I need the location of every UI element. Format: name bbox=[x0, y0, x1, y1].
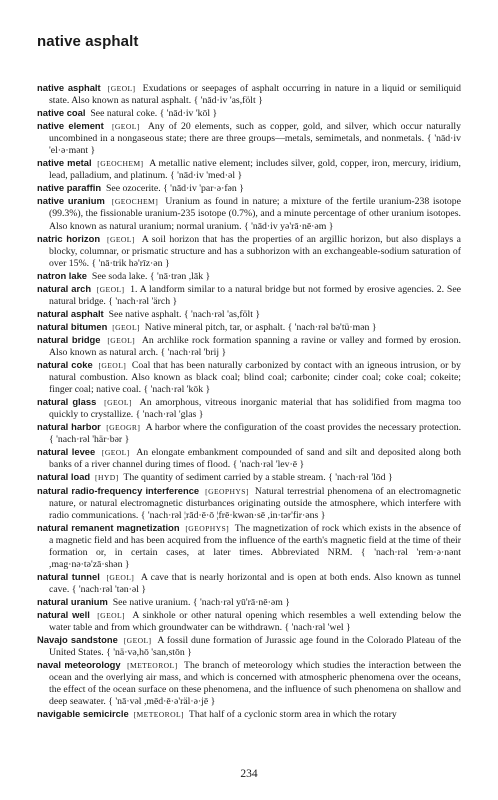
dictionary-entry bbox=[37, 82, 461, 107]
entry-headword: naval meteorology bbox=[37, 659, 121, 671]
entry-headword: natural coke bbox=[37, 359, 93, 371]
dictionary-entry bbox=[37, 321, 461, 334]
entry-definition: See native asphalt. { 'nach·rəl 'as,fölt } bbox=[108, 308, 261, 320]
dictionary-entry bbox=[37, 233, 461, 270]
entry-headword: native paraffin bbox=[37, 182, 102, 194]
entry-definition: A sinkhole or other natural opening which resembles a well extending below the water table and from which groundwater can be withdrawn. { 'nach·rəl 'wel } bbox=[49, 609, 462, 634]
entry-headword: natural bridge bbox=[37, 333, 101, 345]
page-number: 234 bbox=[240, 768, 258, 780]
entry-headword: natric horizon bbox=[37, 232, 101, 244]
entry-definition: A fossil dune formation of Jurassic age found in the Colorado Plateau of the United States. { 'nä·və,hō 'san,stōn } bbox=[49, 635, 462, 659]
entry-headword: natural bitumen bbox=[37, 320, 108, 332]
entry-definition: Coal that has been naturally carbonized by contact with an igneous intrusion, or by natural combustion. Also known as black coal; blind coal; carbonite; cinder coal; coke coal; cokeite; finger coal; native coal. { 'nach·rəl 'kōk } bbox=[49, 360, 461, 396]
entry-headword: natural radio-frequency interference bbox=[37, 484, 200, 496]
entry-definition: A soil horizon that has the properties of an argillic horizon, but also displays a blocky, columnar, or prismatic structure and has a subhorizon with an exchangeable-sodium saturation of over 15%. { 'nā·trik hə'rīz·ən } bbox=[49, 233, 462, 269]
dictionary-entry bbox=[37, 359, 461, 396]
entry-headword: natron lake bbox=[37, 269, 88, 281]
dictionary-entry bbox=[37, 446, 461, 471]
entry-definition: See native uranium. { 'nach·rəl yū'rā·nē·əm } bbox=[112, 596, 290, 608]
entry-definition: The magnetization of rock which exists in the absence of a magnetic field and has been acquired from the influence of the earth's magnetic field at the time of their formation or, in certain cases, at later times. Abbreviated NRM. { 'nach·rəl 'rem·ə·nənt ,mag·nə·tə'zā·shən } bbox=[49, 522, 462, 570]
entry-definition: 1. A landform similar to a natural bridge but not formed by erosive agencies. 2. See natural bridge. { 'nach·rəl 'ärch } bbox=[49, 283, 461, 307]
entry-headword: natural glass bbox=[37, 396, 97, 408]
entry-headword: natural load bbox=[37, 471, 91, 483]
entry-field-label: [GEOL] bbox=[107, 84, 136, 93]
entry-headword: native asphalt bbox=[37, 82, 101, 93]
entry-headword: natural arch bbox=[37, 282, 92, 294]
entry-field-label: [GEOL] bbox=[106, 572, 135, 582]
entry-headword: navigable semicircle bbox=[37, 708, 129, 720]
entry-field-label: [GEOPHYS] bbox=[185, 523, 230, 533]
dictionary-entry bbox=[37, 308, 461, 321]
entry-definition: An elongate embankment compounded of sand and silt and deposited along both banks of a river channel during times of flood. { 'nach·rəl 'lev·ē } bbox=[49, 447, 462, 471]
entry-headword: native metal bbox=[37, 157, 92, 169]
entry-definition: Native mineral pitch, tar, or asphalt. { 'nach·rəl bə'tü·mən } bbox=[144, 321, 377, 333]
entry-field-label: [GEOL] bbox=[111, 122, 140, 132]
entry-field-label: [GEOL] bbox=[96, 284, 125, 294]
dictionary-entry bbox=[37, 659, 461, 708]
dictionary-entry bbox=[37, 120, 461, 157]
entry-headword: native element bbox=[37, 120, 104, 132]
dictionary-entry bbox=[37, 609, 461, 634]
entry-field-label: [GEOCHEM] bbox=[97, 159, 144, 169]
dictionary-entry bbox=[37, 283, 461, 308]
entry-headword: native coal bbox=[37, 107, 86, 119]
entry-definition: A harbor where the configuration of the coast provides the necessary protection. { 'nach·rəl 'här·bər } bbox=[49, 422, 462, 446]
entry-field-label: [GEOL] bbox=[98, 361, 127, 371]
entry-field-label: [GEOL] bbox=[112, 322, 140, 332]
entry-field-label: [GEOL] bbox=[107, 335, 136, 345]
entry-field-label: [METEOROL] bbox=[133, 710, 184, 720]
entry-definition: Uranium as found in nature; a mixture of the fertile uranium-238 isotope (99.3%), the fissionable uranium-235 isotope (0.7%), and a minute percentage of other uranium isotopes. Also known as natural uranium; normal uranium. { 'nād·iv yə'rā·nē·əm } bbox=[49, 196, 462, 232]
dictionary-entry bbox=[37, 596, 461, 609]
running-head: native asphalt bbox=[37, 33, 139, 50]
entry-headword: natural uranium bbox=[37, 595, 108, 607]
dictionary-entry bbox=[37, 485, 461, 522]
dictionary-entry bbox=[37, 471, 461, 484]
entry-field-label: [GEOL] bbox=[104, 398, 132, 408]
dictionary-entry bbox=[37, 270, 461, 283]
entry-definition: An archlike rock formation spanning a ravine or valley and formed by erosion. Also known as natural arch. { 'nach·rəl 'brij } bbox=[49, 334, 461, 358]
entry-definition: The branch of meteorology which studies the interaction between the ocean and the overlying air mass, and which is concerned with atmospheric phenomena over the oceans, the effect of the ocean surface on these phenomena, and the influence of such phenomena on shallow and deep seawater. { 'nā·vəl ,mēd·ē·ə'räl·ə·jē } bbox=[49, 660, 462, 708]
dictionary-entry bbox=[37, 107, 461, 120]
entry-field-label: [GEOPHYS] bbox=[205, 486, 249, 496]
entry-field-label: [METEOROL] bbox=[127, 661, 178, 671]
entry-definition: The quantity of sediment carried by a stable stream. { 'nach·rəl 'lōd } bbox=[123, 472, 393, 484]
entry-definition: Natural terrestrial phenomena of an electromagnetic nature, or natural electromagnetic disturbances originating outside the atmosphere, which interfere with radio communications. { 'nach·rəl ¦rād·ē·ō ¦frē·kwən·sē ,in·tər'fir·əns } bbox=[49, 485, 461, 521]
entry-definition: See natural coke. { 'nād·iv 'kōl } bbox=[90, 108, 218, 120]
entry-definition: A cave that is nearly horizontal and is open at both ends. Also known as tunnel cave. { 'nach·rəl 'tən·əl } bbox=[49, 571, 461, 595]
entry-field-label: [GEOL] bbox=[123, 636, 152, 646]
entry-headword: natural remanent magnetization bbox=[37, 521, 180, 533]
dictionary-entry bbox=[37, 421, 461, 446]
dictionary-entry bbox=[37, 396, 461, 421]
dictionary-entry bbox=[37, 522, 461, 571]
entry-field-label: [GEOL] bbox=[97, 610, 125, 620]
entry-headword: natural levee bbox=[37, 446, 96, 458]
dictionary-entry bbox=[37, 571, 461, 596]
dictionary-entry bbox=[37, 195, 461, 232]
entry-definition: An amorphous, vitreous inorganic material that has solidified from magma too quickly to crystallize. { 'nach·rəl 'glas } bbox=[49, 397, 462, 421]
entry-definition: That half of a cyclonic storm area in which the rotary bbox=[188, 709, 397, 721]
dictionary-entry bbox=[37, 182, 461, 195]
entry-headword: natural asphalt bbox=[37, 307, 104, 319]
entry-definition: A metallic native element; includes silver, gold, copper, iron, mercury, iridium, lead, palladium, and platinum. { 'nād·iv 'med·əl } bbox=[49, 158, 461, 182]
entry-field-label: [GEOL] bbox=[101, 448, 130, 458]
entry-headword: Navajo sandstone bbox=[37, 634, 118, 646]
entry-headword: natural tunnel bbox=[37, 570, 100, 582]
entry-definition: See ozocerite. { 'nād·iv 'par·ə·fən } bbox=[105, 183, 244, 195]
entry-headword: natural well bbox=[37, 608, 90, 620]
entry-definition: Exudations or seepages of asphalt occurring in nature in a liquid or semiliquid state. Also known as natural asphalt. { 'nād·iv 'as,fölt } bbox=[49, 83, 461, 107]
entry-field-label: [HYD] bbox=[95, 473, 119, 483]
dictionary-entry bbox=[37, 708, 461, 721]
entry-headword: native uranium bbox=[37, 195, 105, 207]
entry-headword: natural harbor bbox=[37, 421, 101, 433]
entry-field-label: [GEOGR] bbox=[106, 423, 141, 433]
dictionary-entry bbox=[37, 157, 461, 182]
dictionary-entry bbox=[37, 634, 461, 659]
entry-definition: See soda lake. { 'nā·trən ,lāk } bbox=[91, 270, 211, 282]
dictionary-entries bbox=[37, 82, 461, 721]
dictionary-entry bbox=[37, 334, 461, 359]
entry-field-label: [GEOCHEM] bbox=[111, 197, 159, 207]
entry-definition: Any of 20 elements, such as copper, gold, and silver, which occur naturally uncombined in a nongaseous state; there are three groups—metals, semimetals, and nonmetals. { 'nād·iv 'el·ə·mənt } bbox=[49, 121, 462, 157]
entry-field-label: [GEOL] bbox=[107, 234, 135, 244]
